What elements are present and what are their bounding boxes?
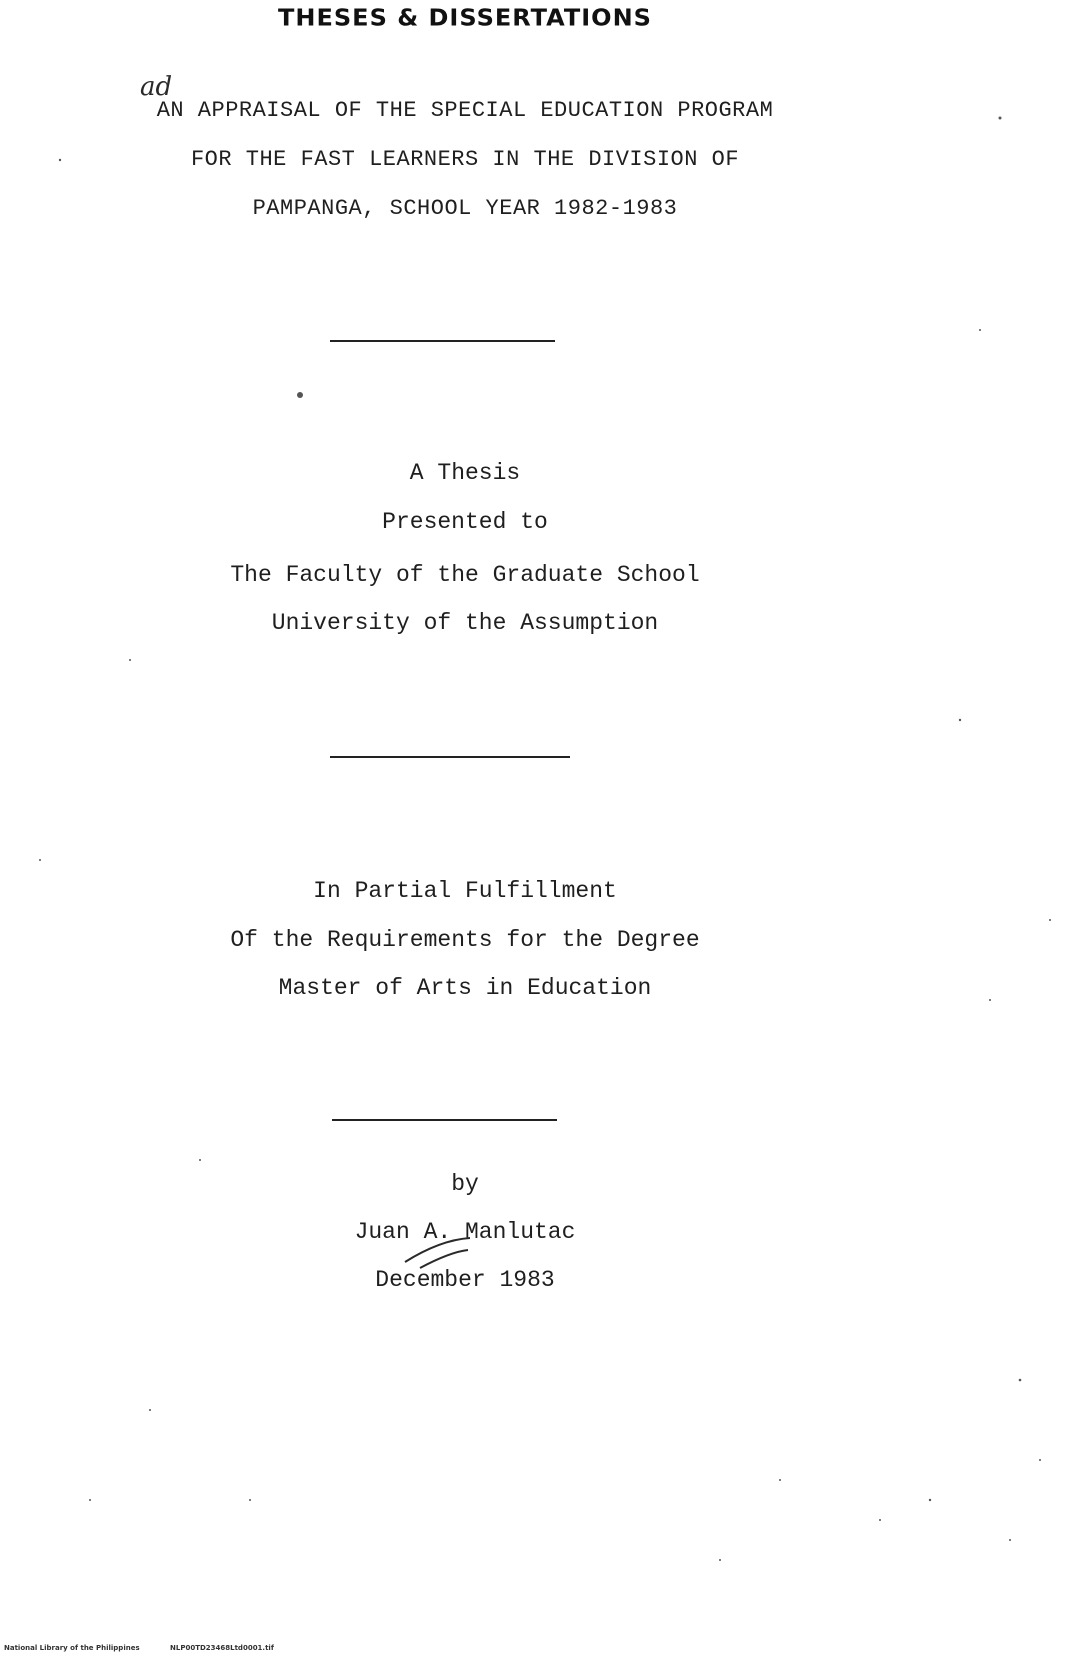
thesis-label: A Thesis bbox=[409, 460, 521, 486]
title-line-3: PAMPANGA, SCHOOL YEAR 1982-1983 bbox=[252, 196, 678, 221]
author-name: Juan A. Manlutac bbox=[354, 1219, 576, 1245]
faculty-name: The Faculty of the Graduate School bbox=[230, 562, 700, 588]
by-label: by bbox=[451, 1171, 479, 1197]
presented-to: Presented to bbox=[382, 509, 548, 535]
footer-filename: NLP00TD23468Ltd0001.tif bbox=[170, 1644, 274, 1652]
theses-dissertations-stamp: THESES & DISSERTATIONS bbox=[278, 4, 652, 32]
university-name: University of the Assumption bbox=[271, 610, 659, 636]
submission-date: December 1983 bbox=[375, 1267, 555, 1293]
title-line-1: AN APPRAISAL OF THE SPECIAL EDUCATION PROGRAM bbox=[156, 98, 774, 123]
fulfillment-line-1: In Partial Fulfillment bbox=[313, 878, 617, 904]
degree-name: Master of Arts in Education bbox=[278, 975, 652, 1001]
signature-flourish bbox=[405, 1238, 470, 1268]
footer-library: National Library of the Philippines bbox=[4, 1644, 140, 1652]
handwritten-annotation: ad bbox=[140, 72, 173, 102]
fulfillment-line-2: Of the Requirements for the Degree bbox=[230, 927, 700, 953]
title-line-2: FOR THE FAST LEARNERS IN THE DIVISION OF bbox=[190, 147, 740, 172]
